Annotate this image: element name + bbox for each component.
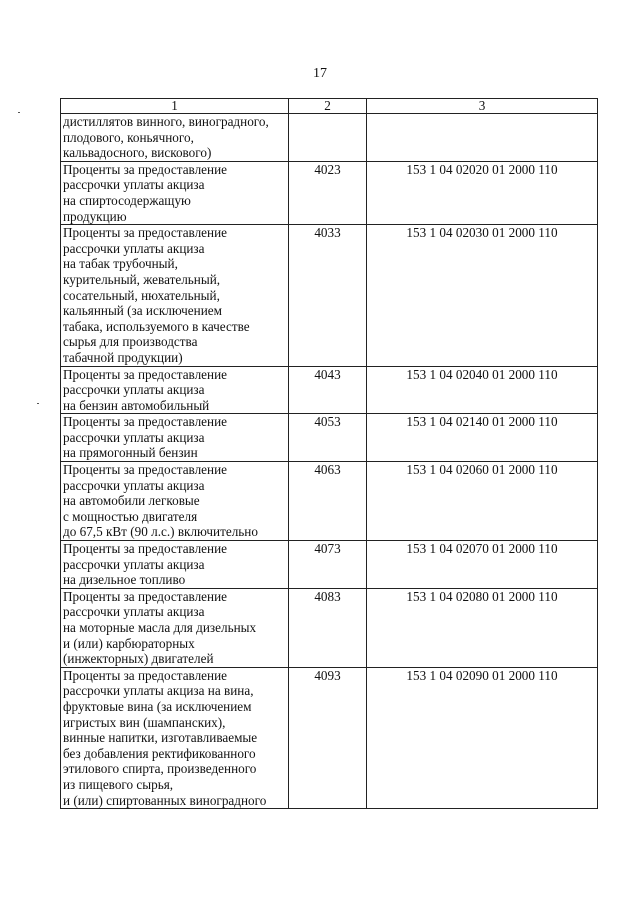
table-row — [61, 225, 598, 366]
column-header-1: 1 — [61, 99, 289, 114]
table-row — [61, 541, 598, 589]
table-row — [61, 161, 598, 224]
table-row — [61, 114, 598, 162]
row-code: 4083 — [289, 588, 367, 667]
row-kbk: 153 1 04 02020 01 2000 110 — [367, 161, 598, 224]
row-kbk: 153 1 04 02060 01 2000 110 — [367, 462, 598, 541]
row-description: Проценты за предоставление рассрочки уплаты акциза на автомобили легковые с мощностью двигателя до 67,5 кВт (90 л.с.) включительно — [61, 462, 289, 541]
row-code: 4053 — [289, 414, 367, 462]
row-kbk: 153 1 04 02070 01 2000 110 — [367, 541, 598, 589]
row-kbk: 153 1 04 02030 01 2000 110 — [367, 225, 598, 366]
row-code: 4033 — [289, 225, 367, 366]
table-row — [61, 462, 598, 541]
row-kbk: 153 1 04 02040 01 2000 110 — [367, 366, 598, 414]
page-number: 17 — [313, 66, 327, 81]
row-description: Проценты за предоставление рассрочки уплаты акциза на дизельное топливо — [61, 541, 289, 589]
row-code: 4073 — [289, 541, 367, 589]
excise-table — [60, 98, 598, 809]
table-row — [61, 414, 598, 462]
row-code: 4063 — [289, 462, 367, 541]
margin-mark — [18, 112, 20, 113]
row-code: 4093 — [289, 667, 367, 808]
row-description: дистиллятов винного, виноградного, плодового, коньячного, кальвадосного, вискового) — [61, 114, 289, 162]
row-description: Проценты за предоставление рассрочки уплаты акциза на вина, фруктовые вина (за исключением игристых вин (шампанских), винные напитки, изготавливаемые без добавления ректификованного этилового спирта, произведенного из пищевого сырья, и (или) спиртованных виноградного — [61, 667, 289, 808]
row-description: Проценты за предоставление рассрочки уплаты акциза на моторные масла для дизельных и (или) карбюраторных (инжекторных) двигателей — [61, 588, 289, 667]
column-header-2: 2 — [289, 99, 367, 114]
table-row — [61, 588, 598, 667]
row-code — [289, 114, 367, 162]
row-kbk — [367, 114, 598, 162]
row-code: 4023 — [289, 161, 367, 224]
header-row — [61, 99, 598, 114]
row-description: Проценты за предоставление рассрочки уплаты акциза на спиртосодержащую продукцию — [61, 161, 289, 224]
margin-mark — [37, 403, 39, 404]
row-kbk: 153 1 04 02080 01 2000 110 — [367, 588, 598, 667]
row-description: Проценты за предоставление рассрочки уплаты акциза на табак трубочный, курительный, жевательный, сосательный, нюхательный, кальянный (за исключением табака, используемого в качестве сырья для производства табачной продукции) — [61, 225, 289, 366]
column-header-3: 3 — [367, 99, 598, 114]
table-row — [61, 366, 598, 414]
row-kbk: 153 1 04 02090 01 2000 110 — [367, 667, 598, 808]
row-kbk: 153 1 04 02140 01 2000 110 — [367, 414, 598, 462]
row-description: Проценты за предоставление рассрочки уплаты акциза на прямогонный бензин — [61, 414, 289, 462]
table-row — [61, 667, 598, 808]
row-description: Проценты за предоставление рассрочки уплаты акциза на бензин автомобильный — [61, 366, 289, 414]
row-code: 4043 — [289, 366, 367, 414]
